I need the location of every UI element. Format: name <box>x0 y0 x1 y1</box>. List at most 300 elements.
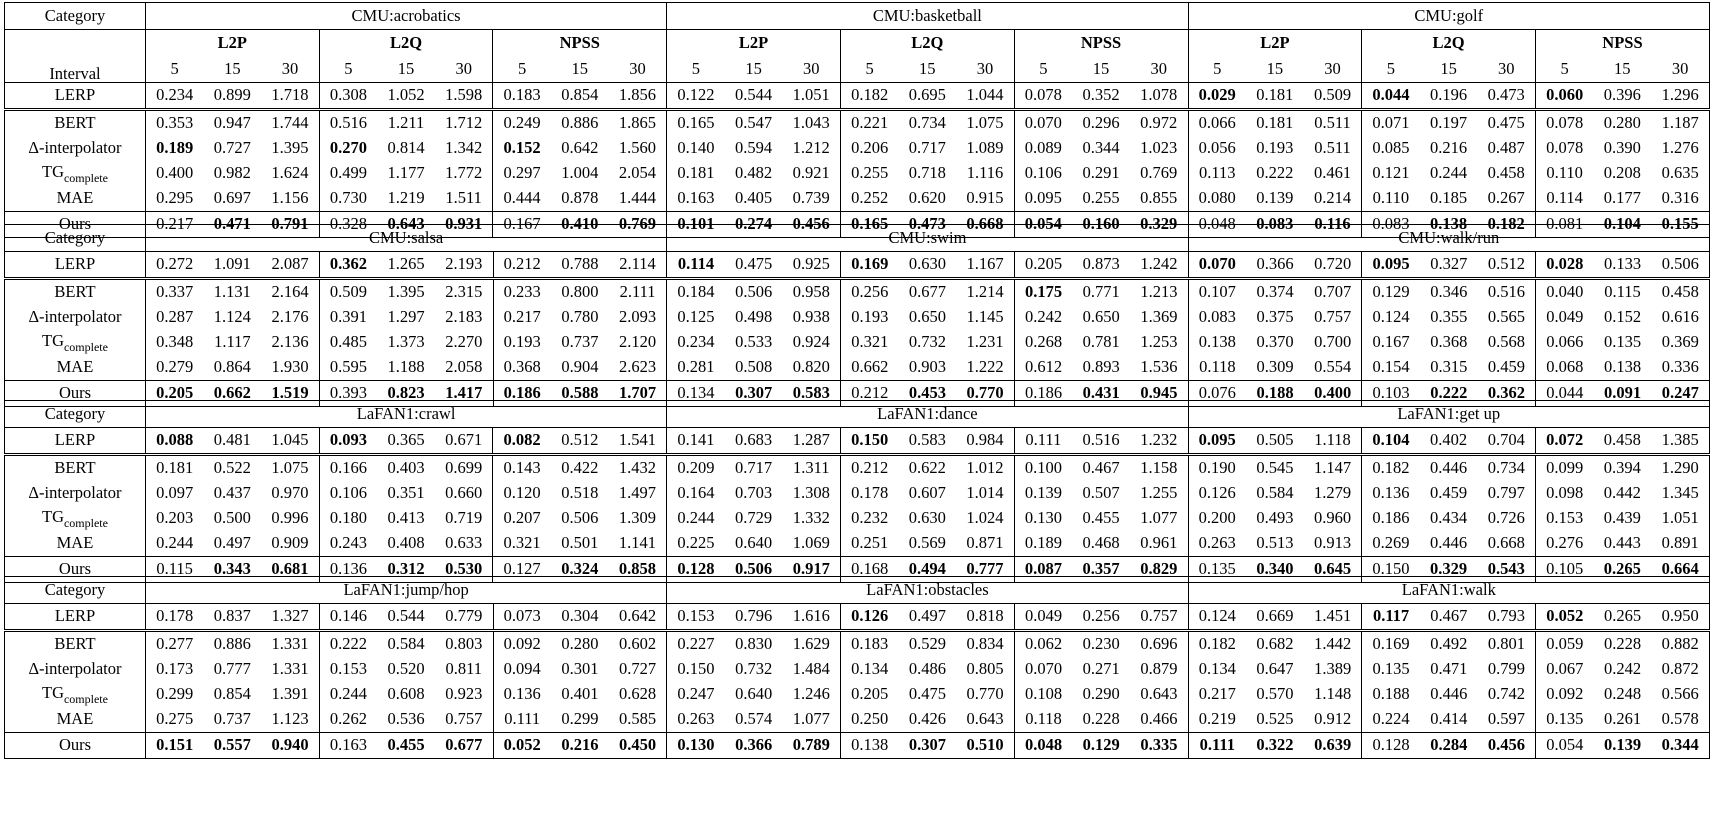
value-cell: 0.660 <box>435 481 493 506</box>
value-cell: 0.346 <box>1420 279 1478 306</box>
value-cell: 0.669 <box>1246 604 1304 631</box>
tg-base: TG <box>41 506 64 526</box>
value-cell: 0.545 <box>1246 455 1304 482</box>
dataset-name: LaFAN1:jump/hop <box>145 577 666 604</box>
value-cell: 1.497 <box>609 481 667 506</box>
value-cell: 0.645 <box>1304 557 1362 583</box>
value-cell: 0.630 <box>898 252 956 279</box>
value-cell: 1.024 <box>956 506 1014 531</box>
value-cell: 0.566 <box>1651 682 1709 707</box>
value-cell: 2.058 <box>435 355 493 381</box>
value-cell: 0.757 <box>1130 604 1188 631</box>
value-cell: 0.642 <box>609 604 667 631</box>
value-cell: 2.120 <box>609 330 667 355</box>
value-cell: 0.141 <box>667 428 725 455</box>
category-label: Category <box>5 577 146 604</box>
value-cell: 0.608 <box>387 684 425 704</box>
value-cell: 1.177 <box>387 163 425 183</box>
value-cell: 0.583 <box>898 428 956 455</box>
value-cell: 2.087 <box>261 252 319 279</box>
value-cell: 0.107 <box>1188 279 1246 306</box>
interval-value: 15 <box>1092 58 1110 78</box>
value-cell: 1.484 <box>783 657 841 682</box>
value-cell: 1.118 <box>1304 428 1362 455</box>
value-cell: 1.432 <box>609 455 667 482</box>
value-cell: 0.140 <box>677 138 715 158</box>
value-cell: 0.221 <box>840 110 898 137</box>
value-cell: 0.506 <box>725 557 783 583</box>
value-cell: 0.212 <box>840 455 898 482</box>
value-cell: 0.703 <box>735 483 773 503</box>
value-cell: 0.263 <box>677 709 715 729</box>
value-cell: 0.909 <box>261 531 319 557</box>
value-cell: 0.348 <box>156 332 194 352</box>
value-cell: 0.473 <box>1478 83 1536 110</box>
value-cell: 1.211 <box>377 110 435 137</box>
value-cell: 0.178 <box>145 604 203 631</box>
value-cell: 1.718 <box>261 83 319 110</box>
value-cell: 0.771 <box>1072 279 1130 306</box>
value-cell: 0.568 <box>1478 330 1536 355</box>
value-cell: 0.248 <box>1603 684 1642 704</box>
value-cell: 0.139 <box>1594 733 1652 759</box>
value-cell: 0.366 <box>725 733 783 759</box>
value-cell: 1.616 <box>783 604 841 631</box>
value-cell: 0.070 <box>1014 110 1072 137</box>
value-cell: 0.262 <box>329 709 367 729</box>
value-cell: 0.400 <box>156 163 194 183</box>
method-name: Ours <box>5 733 146 759</box>
value-cell: 0.459 <box>1430 483 1468 503</box>
value-cell: 0.182 <box>1362 455 1420 482</box>
method-header: NPSS <box>1014 30 1188 57</box>
value-cell: 1.131 <box>203 279 261 306</box>
value-cell: 0.205 <box>1014 252 1072 279</box>
value-cell: 0.146 <box>319 604 377 631</box>
value-cell: 0.467 <box>1072 455 1130 482</box>
value-cell: 1.395 <box>377 279 435 306</box>
value-cell: 0.368 <box>1430 332 1468 352</box>
results-block <box>4 2 1710 238</box>
value-cell: 0.757 <box>435 707 493 733</box>
value-cell: 1.327 <box>261 604 319 631</box>
value-cell: 0.497 <box>213 533 251 553</box>
value-cell: 0.459 <box>1478 355 1536 381</box>
value-cell: 1.089 <box>956 136 1014 161</box>
value-cell: 0.205 <box>851 684 889 704</box>
value-cell: 0.729 <box>735 508 773 528</box>
method-header: L2Q <box>1362 30 1536 57</box>
value-cell: 0.128 <box>1362 733 1420 759</box>
value-cell: 0.805 <box>956 657 1014 682</box>
value-cell: 0.499 <box>329 163 367 183</box>
value-cell: 0.186 <box>1372 508 1410 528</box>
method-name: Ours <box>5 212 146 238</box>
value-cell: 1.385 <box>1651 428 1709 455</box>
value-cell: 0.153 <box>667 604 725 631</box>
table-row <box>5 161 1710 186</box>
value-cell: 0.677 <box>898 279 956 306</box>
value-cell: 0.126 <box>841 604 899 631</box>
value-cell: 0.152 <box>1603 307 1642 327</box>
value-cell: 0.117 <box>1362 604 1420 631</box>
table-row <box>5 707 1710 733</box>
value-cell: 0.353 <box>145 110 203 137</box>
value-cell: 0.408 <box>387 533 425 553</box>
value-cell: 0.111 <box>1014 428 1072 455</box>
value-cell: 1.442 <box>1304 631 1362 658</box>
value-cell: 0.893 <box>1082 357 1120 377</box>
dataset-header-row <box>5 225 1710 252</box>
value-cell: 0.923 <box>435 682 493 707</box>
value-cell: 0.304 <box>551 604 609 631</box>
value-cell: 0.650 <box>908 307 946 327</box>
value-cell: 0.087 <box>1014 557 1072 583</box>
value-cell: 0.189 <box>156 138 194 158</box>
value-cell: 0.683 <box>725 428 783 455</box>
value-cell: 0.945 <box>1130 381 1188 407</box>
value-cell: 0.114 <box>667 252 725 279</box>
value-cell: 1.629 <box>783 631 841 658</box>
value-cell: 0.080 <box>1198 188 1236 208</box>
value-cell: 1.856 <box>609 83 667 110</box>
value-cell: 0.400 <box>1304 381 1362 407</box>
value-cell: 0.584 <box>377 631 435 658</box>
value-cell: 0.209 <box>667 455 725 482</box>
value-cell: 1.255 <box>1130 481 1188 506</box>
value-cell: 0.189 <box>1024 533 1062 553</box>
value-cell: 0.471 <box>1430 659 1468 679</box>
value-cell: 0.492 <box>1420 631 1478 658</box>
value-cell: 0.153 <box>1546 508 1584 528</box>
value-cell: 1.311 <box>783 455 841 482</box>
value-cell: 0.206 <box>851 138 889 158</box>
value-cell: 0.062 <box>1014 631 1072 658</box>
dataset-name: LaFAN1:dance <box>667 401 1188 428</box>
value-cell: 0.154 <box>1372 357 1410 377</box>
value-cell: 0.212 <box>841 381 899 407</box>
value-cell: 0.677 <box>435 733 493 759</box>
value-cell: 0.028 <box>1536 252 1594 279</box>
value-cell: 1.308 <box>783 481 841 506</box>
value-cell: 0.696 <box>1130 631 1188 658</box>
value-cell: 0.205 <box>145 381 203 407</box>
value-cell: 1.167 <box>956 252 1014 279</box>
value-cell: 0.704 <box>1478 428 1536 455</box>
value-cell: 0.228 <box>1594 631 1652 658</box>
tg-base: TG <box>41 682 64 702</box>
value-cell: 0.612 <box>1024 357 1063 377</box>
value-cell: 1.331 <box>261 631 319 658</box>
value-cell: 0.139 <box>1024 483 1062 503</box>
value-cell: 0.422 <box>551 455 609 482</box>
value-cell: 0.225 <box>677 533 715 553</box>
value-cell: 0.607 <box>908 483 946 503</box>
value-cell: 2.054 <box>609 161 667 186</box>
value-cell: 1.012 <box>956 455 1014 482</box>
value-cell: 0.168 <box>840 557 898 583</box>
interval-value: 30 <box>1478 56 1536 83</box>
method-header: L2Q <box>319 30 493 57</box>
value-cell: 0.073 <box>493 604 551 631</box>
tg-base: TG <box>41 161 64 181</box>
value-cell: 0.494 <box>898 557 956 583</box>
value-cell: 0.143 <box>493 455 551 482</box>
value-cell: 0.444 <box>503 188 541 208</box>
tg-subscript: complete <box>63 691 108 706</box>
value-cell: 0.439 <box>1603 508 1641 528</box>
value-cell: 0.321 <box>851 332 889 352</box>
dataset-name: CMU:acrobatics <box>145 3 666 30</box>
value-cell: 0.321 <box>503 533 541 553</box>
value-cell: 0.512 <box>551 428 609 455</box>
value-cell: 1.077 <box>783 707 841 733</box>
value-cell: 0.455 <box>377 733 435 759</box>
value-cell: 0.938 <box>783 305 841 330</box>
tg-label <box>41 330 108 354</box>
value-cell: 0.184 <box>667 279 725 306</box>
value-cell: 0.251 <box>851 533 889 553</box>
value-cell: 0.788 <box>551 252 609 279</box>
value-cell: 0.103 <box>1362 381 1420 407</box>
value-cell: 0.111 <box>504 709 541 729</box>
method-header: NPSS <box>1535 30 1709 57</box>
table-row <box>5 531 1710 557</box>
value-cell: 1.511 <box>435 186 493 212</box>
value-cell: 1.145 <box>956 305 1014 330</box>
method-name: Ours <box>5 557 146 583</box>
value-cell: 0.732 <box>908 332 946 352</box>
value-cell: 0.181 <box>145 455 203 482</box>
table-row <box>5 428 1710 455</box>
value-cell: 0.630 <box>908 508 946 528</box>
value-cell: 0.250 <box>851 709 889 729</box>
value-cell: 0.390 <box>1603 138 1641 158</box>
dataset-name: LaFAN1:obstacles <box>667 577 1188 604</box>
table-row <box>5 682 1710 707</box>
value-cell: 0.506 <box>725 279 783 306</box>
value-cell: 0.124 <box>1372 307 1410 327</box>
value-cell: 0.108 <box>1024 684 1063 704</box>
value-cell: 1.091 <box>203 252 261 279</box>
value-cell: 0.352 <box>1072 83 1130 110</box>
value-cell: 0.834 <box>956 631 1014 658</box>
value-cell: 0.777 <box>213 659 251 679</box>
value-cell: 0.274 <box>725 212 783 238</box>
method-name: Δ-interpolator <box>5 657 146 682</box>
value-cell: 0.134 <box>1198 659 1236 679</box>
interval-label: Interval <box>49 63 101 83</box>
value-cell: 1.444 <box>609 186 667 212</box>
tg-subscript: complete <box>63 170 108 185</box>
value-cell: 0.095 <box>1188 428 1246 455</box>
interval-value: 15 <box>571 58 588 78</box>
value-cell: 0.207 <box>503 508 541 528</box>
value-cell: 0.780 <box>561 307 599 327</box>
value-cell: 0.265 <box>1594 604 1652 631</box>
value-cell: 0.295 <box>156 188 194 208</box>
value-cell: 1.865 <box>609 110 667 137</box>
value-cell: 0.070 <box>1024 659 1063 679</box>
value-cell: 0.212 <box>493 252 551 279</box>
value-cell: 0.961 <box>1130 531 1188 557</box>
value-cell: 0.403 <box>377 455 435 482</box>
value-cell: 0.543 <box>1478 557 1536 583</box>
value-cell: 0.136 <box>1372 483 1410 503</box>
value-cell: 1.232 <box>1130 428 1188 455</box>
value-cell: 0.585 <box>609 707 667 733</box>
value-cell: 0.097 <box>156 483 194 503</box>
value-cell: 1.242 <box>1130 252 1188 279</box>
value-cell: 0.818 <box>956 604 1014 631</box>
value-cell: 0.167 <box>1372 332 1410 352</box>
method-name: LERP <box>5 252 146 279</box>
value-cell: 2.193 <box>435 252 493 279</box>
table-row <box>5 604 1710 631</box>
value-cell: 0.481 <box>203 428 261 455</box>
value-cell: 0.434 <box>1430 508 1468 528</box>
value-cell: 0.904 <box>561 357 599 377</box>
value-cell: 0.110 <box>1546 163 1583 183</box>
value-cell: 0.801 <box>1478 631 1536 658</box>
value-cell: 0.099 <box>1535 455 1593 482</box>
value-cell: 0.742 <box>1478 682 1536 707</box>
value-cell: 0.243 <box>329 533 367 553</box>
value-cell: 0.671 <box>435 428 493 455</box>
interval-value: 30 <box>1651 56 1709 83</box>
interval-value: 30 <box>435 56 493 83</box>
value-cell: 0.284 <box>1420 733 1478 759</box>
value-cell: 0.878 <box>561 188 599 208</box>
dataset-header-row <box>5 577 1710 604</box>
method-header-row <box>5 30 1710 57</box>
method-name: LERP <box>5 83 146 110</box>
value-cell: 1.043 <box>783 110 841 137</box>
dataset-name: CMU:golf <box>1188 3 1710 30</box>
value-cell: 0.917 <box>783 557 841 583</box>
value-cell: 0.150 <box>1362 557 1420 583</box>
value-cell: 0.628 <box>609 682 667 707</box>
value-cell: 0.163 <box>319 733 377 759</box>
value-cell: 0.165 <box>667 110 725 137</box>
value-cell: 0.232 <box>851 508 889 528</box>
table-row <box>5 733 1710 759</box>
value-cell: 0.216 <box>551 733 609 759</box>
value-cell: 2.136 <box>261 330 319 355</box>
value-cell: 0.124 <box>1188 604 1246 631</box>
value-cell: 0.307 <box>898 733 956 759</box>
value-cell: 0.700 <box>1304 330 1362 355</box>
value-cell: 0.177 <box>1603 188 1641 208</box>
value-cell: 0.351 <box>387 483 425 503</box>
value-cell: 0.290 <box>1082 684 1120 704</box>
value-cell: 0.092 <box>493 631 551 658</box>
value-cell: 0.482 <box>735 163 773 183</box>
method-header: L2Q <box>840 30 1014 57</box>
value-cell: 0.093 <box>319 428 377 455</box>
value-cell: 0.500 <box>213 508 251 528</box>
value-cell: 0.151 <box>145 733 203 759</box>
value-cell: 0.940 <box>261 733 319 759</box>
value-cell: 1.219 <box>387 188 425 208</box>
value-cell: 0.126 <box>1198 483 1236 503</box>
value-cell: 0.138 <box>1420 212 1478 238</box>
value-cell: 0.120 <box>503 483 541 503</box>
value-cell: 0.498 <box>735 307 773 327</box>
table-row <box>5 455 1710 482</box>
value-cell: 0.049 <box>1014 604 1072 631</box>
dataset-name: LaFAN1:walk <box>1188 577 1709 604</box>
value-cell: 1.253 <box>1130 330 1188 355</box>
value-cell: 0.508 <box>735 357 773 377</box>
value-cell: 0.717 <box>908 138 946 158</box>
value-cell: 1.276 <box>1651 136 1709 161</box>
value-cell: 0.116 <box>1304 212 1362 238</box>
value-cell: 1.707 <box>609 381 667 407</box>
category-label: Category <box>5 225 146 252</box>
value-cell: 1.342 <box>435 136 493 161</box>
value-cell: 0.799 <box>1478 657 1536 682</box>
value-cell: 0.719 <box>435 506 493 531</box>
value-cell: 0.823 <box>377 381 435 407</box>
value-cell: 0.272 <box>145 252 203 279</box>
value-cell: 0.127 <box>493 557 551 583</box>
value-cell: 0.200 <box>1198 508 1236 528</box>
value-cell: 0.182 <box>840 83 898 110</box>
value-cell: 0.129 <box>1362 279 1420 306</box>
value-cell: 1.158 <box>1130 455 1188 482</box>
value-cell: 1.373 <box>387 332 425 352</box>
value-cell: 0.789 <box>783 733 841 759</box>
value-cell: 0.446 <box>1430 684 1468 704</box>
value-cell: 0.509 <box>319 279 377 306</box>
value-cell: 1.560 <box>609 136 667 161</box>
value-cell: 0.730 <box>329 188 367 208</box>
tg-label <box>41 161 108 185</box>
value-cell: 0.068 <box>1546 357 1584 377</box>
value-cell: 1.051 <box>1651 506 1709 531</box>
method-name: BERT <box>5 110 146 137</box>
value-cell: 1.309 <box>609 506 667 531</box>
value-cell: 0.121 <box>1372 163 1410 183</box>
value-cell: 0.506 <box>561 508 599 528</box>
value-cell: 0.083 <box>1198 307 1236 327</box>
value-cell: 0.186 <box>1014 381 1072 407</box>
value-cell: 0.717 <box>725 455 783 482</box>
value-cell: 2.164 <box>261 279 319 306</box>
value-cell: 0.150 <box>677 659 715 679</box>
value-cell: 0.078 <box>1014 83 1072 110</box>
value-cell: 0.913 <box>1304 531 1362 557</box>
value-cell: 0.732 <box>735 659 773 679</box>
value-cell: 0.040 <box>1536 279 1594 306</box>
value-cell: 0.309 <box>1256 357 1294 377</box>
value-cell: 1.124 <box>213 307 251 327</box>
value-cell: 1.246 <box>783 682 841 707</box>
value-cell: 0.252 <box>851 188 889 208</box>
value-cell: 0.217 <box>503 307 541 327</box>
table-row <box>5 481 1710 506</box>
tg-base: TG <box>41 330 64 350</box>
value-cell: 0.308 <box>319 83 377 110</box>
value-cell: 0.864 <box>213 357 251 377</box>
value-cell: 0.054 <box>1014 212 1072 238</box>
value-cell: 0.169 <box>841 252 899 279</box>
table-row <box>5 631 1710 658</box>
value-cell: 0.247 <box>1652 381 1710 407</box>
value-cell: 0.473 <box>898 212 956 238</box>
value-cell: 0.647 <box>1256 659 1294 679</box>
